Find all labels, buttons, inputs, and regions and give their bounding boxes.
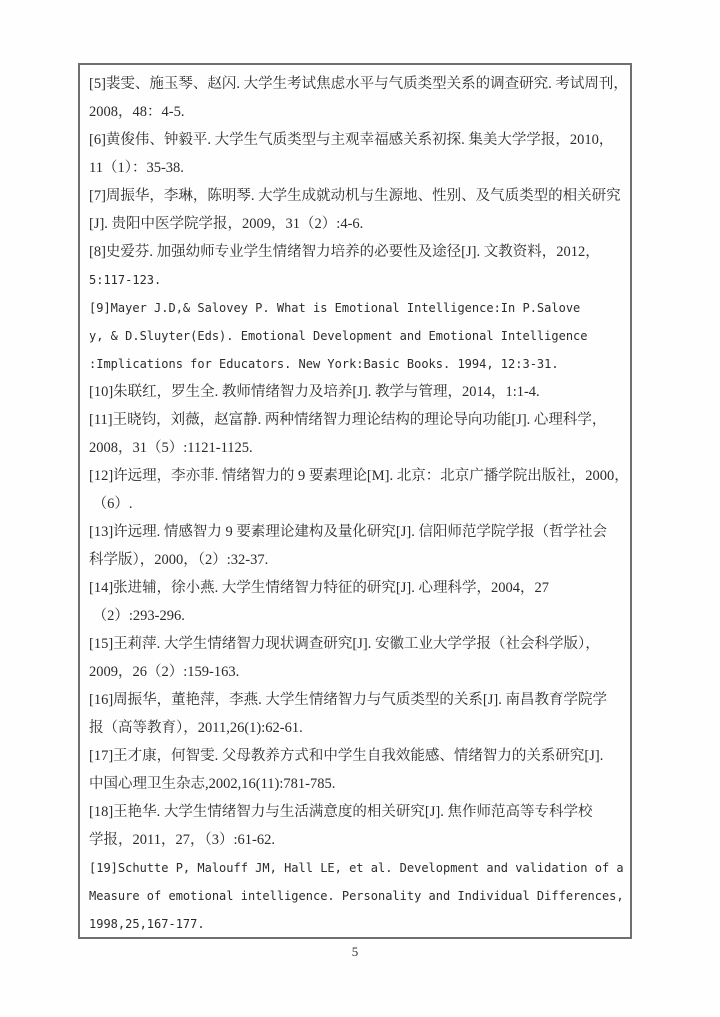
reference-line: 报（高等教育），2011,26(1):62-61.	[89, 720, 303, 736]
reference-line: :Implications for Educators. New York:Basic Books. 1994, 12:3-31.	[89, 357, 559, 371]
reference-line: 中国心理卫生杂志,2002,16(11):781-785.	[89, 776, 336, 792]
reference-line: [9]Mayer J.D,& Salovey P. What is Emotional Intelligence:In P.Salove	[89, 301, 581, 315]
reference-line: [15]王莉萍. 大学生情绪智力现状调查研究[J]. 安徽工业大学学报（社会科学版），	[89, 636, 600, 652]
reference-line: [16]周振华，董艳萍，李燕. 大学生情绪智力与气质类型的关系[J]. 南昌教育学院学	[89, 692, 607, 708]
reference-line: （6）.	[89, 496, 133, 512]
references-list	[78, 63, 632, 939]
reference-line: 2008，48：4-5.	[89, 104, 185, 120]
reference-line: 科学版），2000，（2）:32-37.	[89, 552, 269, 568]
reference-line: 2009，26（2）:159-163.	[89, 664, 240, 680]
reference-line: y, & D.Sluyter(Eds). Emotional Development and Emotional Intelligence	[89, 329, 588, 343]
reference-line: [J]. 贵阳中医学院学报，2009，31（2）:4-6.	[89, 216, 364, 232]
reference-line: [17]王才康，何智雯. 父母教养方式和中学生自我效能感、情绪智力的关系研究[J].	[89, 748, 604, 764]
reference-line: [7]周振华，李琳，陈明琴. 大学生成就动机与生源地、性别、及气质类型的相关研究	[89, 188, 621, 204]
reference-line: [10]朱联红，罗生全. 教师情绪智力及培养[J]. 教学与管理，2014，1:1-4.	[89, 384, 540, 400]
reference-line: [11]王晓钧，刘薇，赵富静. 两种情绪智力理论结构的理论导向功能[J]. 心理科学，	[89, 412, 607, 428]
reference-line: [12]许远理，李亦菲. 情绪智力的 9 要素理论[M]. 北京：北京广播学院出版社，2000，	[89, 468, 629, 484]
reference-line: [8]史爱芬. 加强幼师专业学生情绪智力培养的必要性及途径[J]. 文教资料，2012，	[89, 244, 600, 260]
reference-line: 5:117-123.	[89, 273, 162, 287]
reference-line: [19]Schutte P, Malouff JM, Hall LE, et al. Development and validation of a	[89, 861, 624, 875]
reference-line: 11（1）：35-38.	[89, 160, 184, 176]
reference-line: 学报，2011，27，（3）:61-62.	[89, 832, 275, 848]
reference-line: [13]许远理. 情感智力 9 要素理论建构及量化研究[J]. 信阳师范学院学报（哲学社会	[89, 524, 607, 540]
reference-line: 2008，31（5）:1121-1125.	[89, 440, 253, 456]
reference-line: [5]裴雯、施玉琴、赵闪. 大学生考试焦虑水平与气质类型关系的调查研究. 考试周刊，	[89, 76, 628, 92]
reference-line: Measure of emotional intelligence. Personality and Individual Differences,	[89, 889, 624, 903]
reference-line: （2）:293-296.	[89, 608, 185, 624]
reference-line: [18]王艳华. 大学生情绪智力与生活满意度的相关研究[J]. 焦作师范高等专科学校	[89, 804, 593, 820]
reference-line: [6]黄俊伟、钟毅平. 大学生气质类型与主观幸福感关系初探. 集美大学学报，2010，	[89, 132, 614, 148]
page-number: 5	[351, 944, 359, 959]
reference-line: 1998,25,167-177.	[89, 917, 205, 931]
reference-line: [14]张进辅，徐小燕. 大学生情绪智力特征的研究[J]. 心理科学，2004，27	[89, 580, 549, 596]
